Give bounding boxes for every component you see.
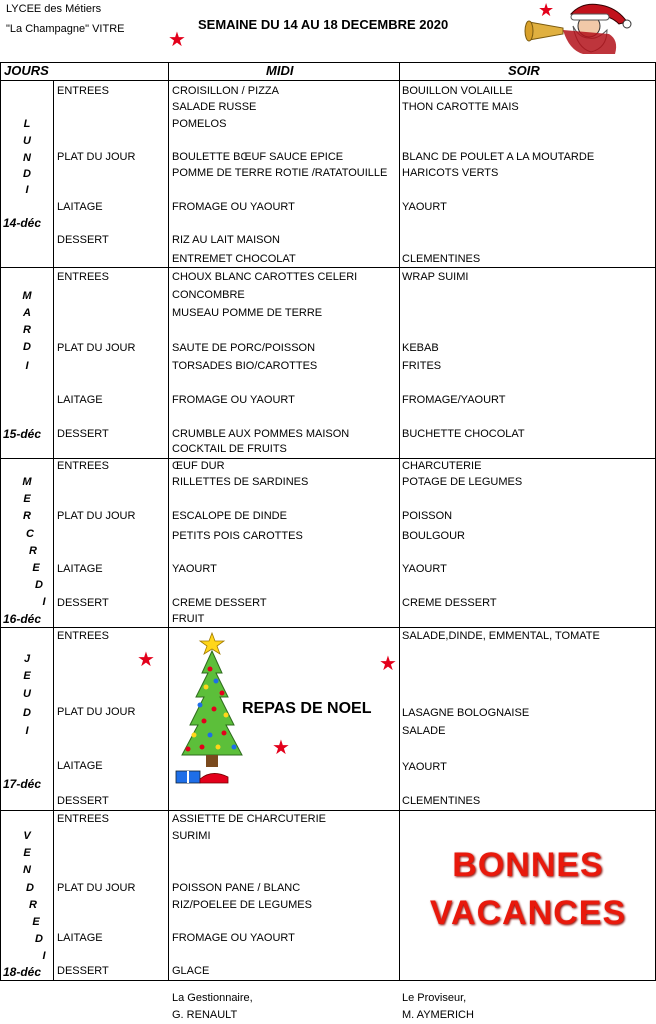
day-letter: E	[32, 562, 40, 574]
day-date: 17-déc	[3, 777, 42, 791]
category-dessert: DESSERT	[57, 795, 109, 807]
midi-item: GLACE	[172, 965, 210, 977]
category-entrees: ENTREES	[57, 813, 109, 825]
holiday-greeting-line2: VACANCES	[429, 894, 627, 932]
category-dessert: DESSERT	[57, 428, 109, 440]
santa-horn-icon	[523, 0, 633, 55]
day-letter: N	[23, 864, 31, 876]
day-letter: D	[26, 882, 34, 894]
midi-item: BOULETTE BŒUF SAUCE EPICE	[172, 151, 344, 163]
midi-item: FRUIT	[172, 613, 205, 625]
day-date: 16-déc	[3, 612, 42, 626]
soir-item: BLANC DE POULET A LA MOUTARDE	[402, 151, 595, 163]
midi-item: CREME DESSERT	[172, 597, 267, 609]
soir-item: BOULGOUR	[402, 530, 465, 542]
column-header-soir: SOIR	[508, 63, 540, 78]
soir-item: FROMAGE/YAOURT	[402, 394, 506, 406]
midi-item: POMME DE TERRE ROTIE /RATATOUILLE	[172, 167, 388, 179]
soir-item: WRAP SUIMI	[402, 271, 469, 283]
soir-item: THON CAROTTE MAIS	[402, 101, 519, 113]
school-name: LYCEE des Métiers	[6, 3, 102, 15]
soir-item: POISSON	[402, 510, 453, 522]
day-letter: R	[29, 545, 37, 557]
soir-item: CHARCUTERIE	[402, 460, 482, 472]
midi-item: PETITS POIS CAROTTES	[172, 530, 303, 542]
category-entrees: ENTREES	[57, 85, 109, 97]
midi-item: ŒUF DUR	[172, 460, 225, 472]
midi-item: ENTREMET CHOCOLAT	[172, 253, 296, 265]
day-letter: D	[23, 341, 31, 353]
day-letter: D	[23, 707, 31, 719]
category-laitage: LAITAGE	[57, 201, 103, 213]
day-letter: I	[25, 360, 29, 372]
christmas-meal-label: REPAS DE NOEL	[242, 700, 372, 717]
star-icon: ★	[379, 653, 397, 675]
day-letter: I	[42, 950, 46, 962]
category-laitage: LAITAGE	[57, 394, 103, 406]
soir-item: HARICOTS VERTS	[402, 167, 499, 179]
signature-role-left: La Gestionnaire,	[172, 992, 253, 1004]
day-letter: E	[23, 670, 31, 682]
category-entrees: ENTREES	[57, 460, 109, 472]
soir-item: FRITES	[402, 360, 442, 372]
midi-item: RIZ AU LAIT MAISON	[172, 234, 280, 246]
midi-item: YAOURT	[172, 563, 217, 575]
day-letter: D	[35, 933, 43, 945]
category-plat-du-jour: PLAT DU JOUR	[57, 151, 136, 163]
midi-item: RILLETTES DE SARDINES	[172, 476, 309, 488]
day-letter: L	[23, 118, 31, 130]
christmas-tree-icon	[172, 631, 244, 791]
day-letter: R	[23, 510, 31, 522]
category-dessert: DESSERT	[57, 234, 109, 246]
midi-item: MUSEAU POMME DE TERRE	[172, 307, 323, 319]
day-letter: U	[23, 688, 31, 700]
star-icon: ★	[137, 649, 155, 671]
soir-item: LASAGNE BOLOGNAISE	[402, 707, 530, 719]
midi-item: CONCOMBRE	[172, 289, 245, 301]
category-dessert: DESSERT	[57, 597, 109, 609]
midi-item: CRUMBLE AUX POMMES MAISON	[172, 428, 350, 440]
soir-item: BOUILLON VOLAILLE	[402, 85, 513, 97]
midi-item: COCKTAIL DE FRUITS	[172, 443, 287, 455]
signature-role-right: Le Proviseur,	[402, 992, 467, 1004]
category-plat-du-jour: PLAT DU JOUR	[57, 706, 136, 718]
star-icon: ★	[538, 0, 555, 20]
midi-item: FROMAGE OU YAOURT	[172, 201, 295, 213]
soir-item: CLEMENTINES	[402, 795, 481, 807]
day-date: 14-déc	[3, 216, 42, 230]
soir-item: CREME DESSERT	[402, 597, 497, 609]
soir-item: CLEMENTINES	[402, 253, 481, 265]
midi-item: CHOUX BLANC CAROTTES CELERI	[172, 271, 358, 283]
day-letter: D	[23, 168, 31, 180]
day-letter: E	[23, 847, 31, 859]
midi-item: CROISILLON / PIZZA	[172, 85, 279, 97]
midi-item: RIZ/POELEE DE LEGUMES	[172, 899, 312, 911]
day-letter: R	[29, 899, 37, 911]
soir-item: YAOURT	[402, 201, 447, 213]
category-laitage: LAITAGE	[57, 563, 103, 575]
day-letter: R	[23, 324, 31, 336]
day-letter: N	[23, 152, 31, 164]
soir-item: YAOURT	[402, 563, 447, 575]
soir-item: BUCHETTE CHOCOLAT	[402, 428, 525, 440]
midi-item: POMELOS	[172, 118, 227, 130]
day-letter: D	[35, 579, 43, 591]
holiday-greeting-line1: BONNES	[452, 846, 604, 884]
day-letter: J	[23, 653, 31, 665]
category-plat-du-jour: PLAT DU JOUR	[57, 510, 136, 522]
day-date: 18-déc	[3, 965, 42, 979]
category-plat-du-jour: PLAT DU JOUR	[57, 882, 136, 894]
midi-item: FROMAGE OU YAOURT	[172, 394, 295, 406]
midi-item: ESCALOPE DE DINDE	[172, 510, 287, 522]
category-laitage: LAITAGE	[57, 932, 103, 944]
day-letter: A	[23, 307, 31, 319]
star-icon: ★	[168, 29, 186, 51]
midi-item: TORSADES BIO/CAROTTES	[172, 360, 318, 372]
day-letter: M	[22, 476, 32, 488]
page-title: SEMAINE DU 14 AU 18 DECEMBRE 2020	[198, 17, 449, 32]
day-letter: I	[25, 184, 29, 196]
midi-item: FROMAGE OU YAOURT	[172, 932, 295, 944]
midi-item: ASSIETTE DE CHARCUTERIE	[172, 813, 327, 825]
midi-item: SAUTE DE PORC/POISSON	[172, 342, 316, 354]
category-plat-du-jour: PLAT DU JOUR	[57, 342, 136, 354]
star-icon: ★	[272, 737, 290, 759]
midi-item: SURIMI	[172, 830, 211, 842]
category-laitage: LAITAGE	[57, 760, 103, 772]
category-entrees: ENTREES	[57, 630, 109, 642]
day-letter: E	[32, 916, 40, 928]
category-entrees: ENTREES	[57, 271, 109, 283]
column-header-midi: MIDI	[266, 63, 294, 78]
category-dessert: DESSERT	[57, 965, 109, 977]
signature-name-left: G. RENAULT	[172, 1009, 238, 1021]
day-letter: I	[25, 725, 29, 737]
day-letter: C	[26, 528, 34, 540]
day-letter: I	[42, 596, 46, 608]
soir-item: SALADE	[402, 725, 446, 737]
soir-item: POTAGE DE LEGUMES	[402, 476, 523, 488]
day-letter: V	[23, 830, 31, 842]
day-letter: U	[23, 135, 31, 147]
day-date: 15-déc	[3, 427, 42, 441]
day-letter: M	[22, 290, 32, 302]
soir-item: YAOURT	[402, 761, 447, 773]
soir-item: KEBAB	[402, 342, 439, 354]
midi-item: POISSON PANE / BLANC	[172, 882, 301, 894]
day-letter: E	[23, 493, 31, 505]
school-subtitle: "La Champagne" VITRE	[6, 23, 125, 35]
midi-item: SALADE RUSSE	[172, 101, 257, 113]
soir-item: SALADE,DINDE, EMMENTAL, TOMATE	[402, 630, 600, 642]
column-header-jours: JOURS	[4, 63, 49, 78]
signature-name-right: M. AYMERICH	[402, 1009, 474, 1021]
